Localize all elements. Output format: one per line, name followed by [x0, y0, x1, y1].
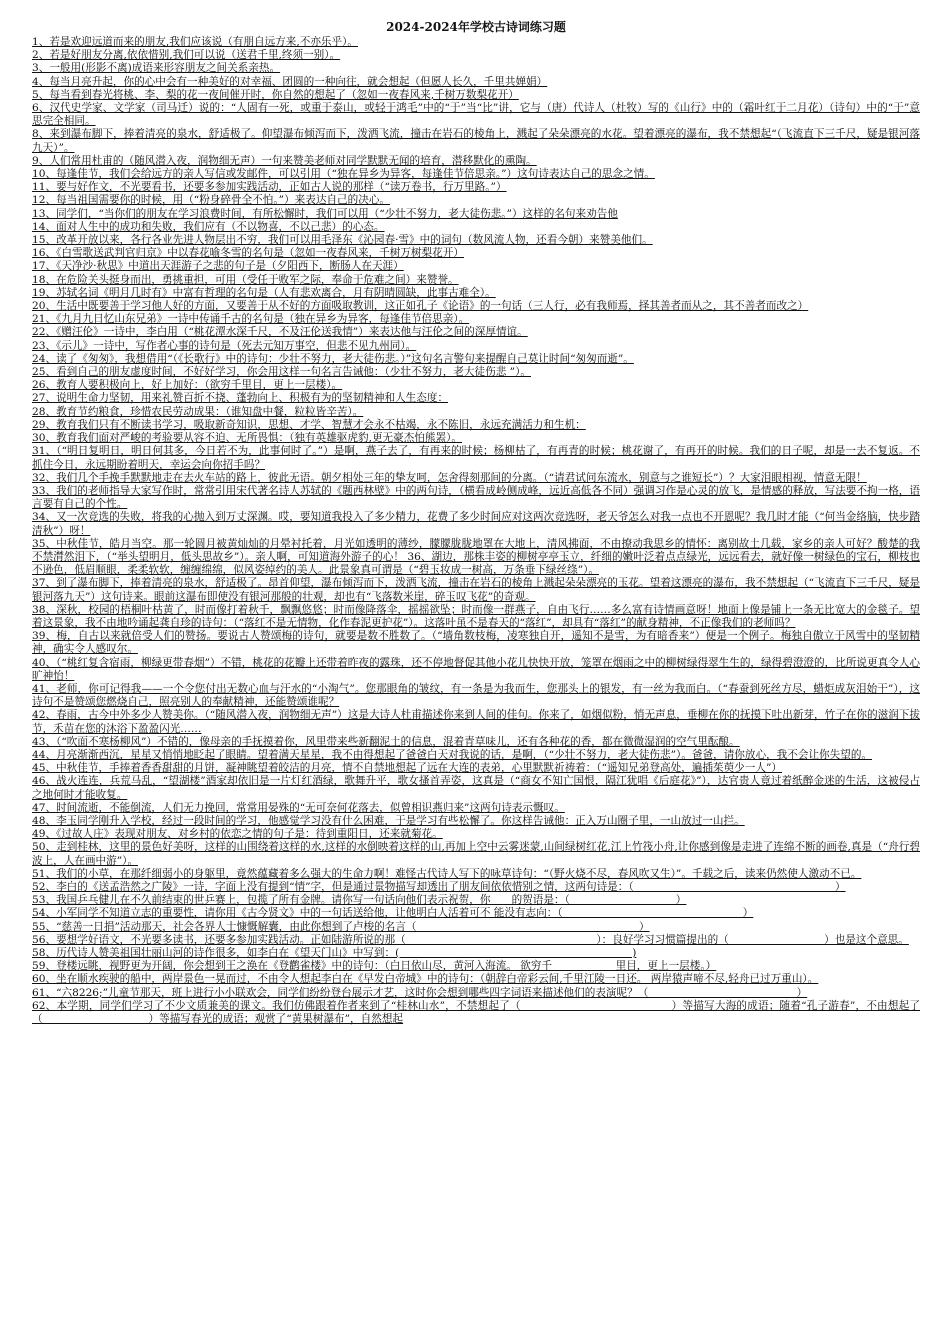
question-item: 1、若是欢迎远道而来的朋友,我们应该说（有朋自远方来,不亦乐乎）。: [32, 36, 358, 48]
question-item: 18、在危险关头挺身而出，勇挑重担，可用（受任于败军之际，奉命于危难之间）来赞誉。: [32, 273, 459, 286]
question-list: [32, 36, 920, 1026]
question-item: 37、到了瀑布脚下，捧着清亮的泉水，舒适极了。昂首仰望，瀑布倾泻而下，泼洒飞流，撞击在岩石的棱角上溅起朵朵漂亮的玉花。望着这漂亮的瀑布，我不禁想起（“飞流直下三千尺，疑是银河落九天”）这句诗来。眼前这瀑布即使没有银河那般的壮观，却也有“飞落数米崖，碎玉叹飞花”的奇观。: [32, 577, 920, 603]
question-item: 51、我们的小草，在那纤细弱小的身躯里，竟然蕴藏着多么强大的生命力啊！难怪古代诗人写下的咏草诗句：“（野火烧不尽，春风吹又生）”。千载之后，读来仍然使人激动不已。: [32, 867, 862, 880]
question-item: 52、李白的《送孟浩然之广陵》一诗，字面上没有提到“情”字，但是通过景物描写却透出了朋友间依依惜别之情，这两句诗是：（ ）: [32, 881, 846, 893]
question-item: 3、一般用(形影不离)成语来形容朋友之间关系亲热。: [32, 62, 281, 75]
question-item: 44、月亮渐渐西沉，星星又悄悄地眨起了眼睛。望着满天星星，我不由得想起了爸爸白天对我说的话，是啊，（“少壮不努力，老大徒伤悲”）。爸爸，请你放心，我不会让你失望的。: [32, 748, 873, 761]
question-item: 59、登楼远眺，视野更为开阔，你会想到王之涣在《登鹳雀楼》中的诗句：（白日依山尽，黄河入海流。 欲穷千 里目，更上一层楼。）: [32, 960, 717, 973]
question-item: 14、面对人生中的成功和失败，我们应有（不以物喜，不以己悲）的心态。: [32, 220, 385, 233]
question-item: 42、春雨，古今中外多少人赞美你。（“随风潜入夜，润物细无声”）这是大诗人杜甫描述你来到人间的佳句。你来了，如烟似粉，悄无声息，垂柳在你的抚摸下吐出新芽，竹子在你的滋润下拔节，禾苗在您的沐浴下盈盈闪光……: [32, 709, 920, 735]
question-item: 25、看到自己的朋友虚度时间，不好好学习，你会用这样一句名言告诫他：（少壮不努力，老大徒伤悲 ”）。: [32, 366, 531, 379]
question-item: 12、每当祖国需要你的时候，用（“粉身碎骨全不怕。”）来表达自己的决心。: [32, 194, 391, 207]
question-item: 15、改革开放以来，各行各业先进人物层出不穷，我们可以用毛泽东《沁园春·雪》中的词句（数风流人物，还看今朝）来赞美他们。: [32, 234, 653, 247]
question-item: 21、《九月九日忆山东兄弟》一诗中传诵千古的名句是（独在异乡为异客，每逢佳节倍思亲）。: [32, 313, 470, 326]
question-item: 55、“慈善一日捐”活动那天，社会各界人士慷慨解囊，由此你想到了卢梭的名言（ ）: [32, 920, 650, 933]
question-item: 45、中秋佳节，手捧着香香甜甜的月饼，凝神眺望着皎洁的月亮，情不自禁地想起了远在大连的表弟，心里默默祈祷着：（“遥知兄弟登高处，遍插茱萸少一人”）: [32, 762, 782, 775]
question-item: 33、我们的老师指导大家写作时，常常引用宋代著名诗人苏轼的《题西林壁》中的两句诗，（横看成岭侧成峰，远近高低各不同）强调习作是心灵的放飞，是情感的释放，写法要不拘一格，语言要有自己的个性。: [32, 484, 920, 511]
question-item: 34、又一次竞选的失败，将我的心抛入到万丈深渊。哎，要知道我投入了多少精力，花费了多少时间应对这两次竞选呀，老天爷怎么对我一点也不开恩呢？我几时才能（“何当金络脑，快步踏清秋”）呀！: [32, 511, 920, 537]
question-item: 9、人们常用杜甫的（随风潜入夜，润物细无声）一句来赞美老师对同学默默无闻的培育，潜移默化的熏陶。: [32, 154, 537, 167]
question-item: 28、教育节约粮食，珍惜农民劳动成果：（谁知盘中餐，粒粒皆辛苦）。: [32, 405, 364, 418]
question-item: 26、教育人要积极向上，好上加好：（欲穷千里目，更上一层楼）。: [32, 379, 343, 392]
question-item: 49、《过故人庄》表现对朋友、对乡村的依恋之情的句子是：待到重阳日，还来就菊花。: [32, 828, 443, 841]
question-item: 60、坐在顺水疾驶的船中，两岸景色一晃而过，不由令人想起李白在《早发白帝城》中的诗句：（朝辞白帝彩云间,千里江陵一日还。 两岸猿声啼不尽,轻舟已过万重山）。: [32, 973, 819, 986]
question-item: 8、来到瀑布脚下，捧着清亮的泉水，舒适极了。仰望瀑布倾泻而下，泼洒飞流，撞击在岩石的棱角上，溅起了朵朵漂亮的水花。望着漂亮的瀑布，我不禁想起“（飞流直下三千尺，疑是银河落九天）”。: [32, 128, 920, 154]
question-item: 62、本学期，同学们学习了不少文质兼美的课文。我们仿佛跟着作者来到了“桂林山水”，不禁想起了（ ）等描写大海的成语；随着“孔子游春”，不由想起了（ ）等描写春光的成语；观赏了“黄果树瀑布”，自然想起: [32, 999, 920, 1026]
question-item: 31、（“明日复明日，明日何其多，今日若不为，此事何时了。”）是啊，燕子去了，有再来的时候；杨柳枯了，有再青的时候；桃花谢了，有再开的时候。我们的日子呢，却是一去不复返。不抓住今日，永远期盼着明天，幸运会向你招手吗？: [32, 445, 920, 471]
question-item: 43、（“吹面不寒杨柳风”）不错的，像母亲的手抚摸着你，风里带来些新翻泥土的信息，混着青草味儿，还有各种花的香，都在微微湿润的空气里酝酿。: [32, 735, 740, 748]
question-item: 39、梅，自古以来就倍受人们的赞扬。要说古人赞颂梅的诗句，就要是数不胜数了。（“墙角数枝梅，凌寒独自开，遥知不是雪，为有暗香来”）便是一个例子。梅独自傲立于风雪中的坚韧精神，确实令人感叹尔。: [32, 630, 920, 656]
question-item: 13、同学们，“当你们的朋友在学习浪费时间，有所松懈时，我们可以用（“少壮不努力，老大徒伤悲。”）这样的名句来劝告他: [32, 207, 618, 220]
question-item: 23、《示儿》一诗中，写作者心事的诗句是（死去元知万事空，但悲不见九州同）。: [32, 339, 417, 352]
question-item: 53、我国乒乓健儿在不久前结束的世乒赛上，包揽了所有金牌。请你写一句话向他们表示祝贺，你 的贺语是：（ ）: [32, 894, 687, 907]
page-title: 2024-2024年学校古诗词练习题: [386, 20, 566, 34]
question-item: 10、每逢佳节，我们会给远方的亲人写信或发邮件，可以引用（“独在异乡为异客，每逢佳节倍思亲。”）这句诗表达自己的思念之情。: [32, 168, 655, 181]
question-item: 56、要想学好语文，不光要多读书，还要多参加实践活动。正如陆游所说的那（ ）：良好学习习惯篇提出的（ ）也是这个意思。: [32, 933, 909, 946]
question-item: 58、历代诗人赞美祖国壮丽山河的诗作很多，如李白在《望天门山》中写到：( ): [32, 947, 637, 960]
question-item: 20、生活中既要善于学习他人好的方面，又要善于从不好的方面吸取教训，这正如孔子《论语》的一句话（三人行，必有我师焉，择其善者而从之，其不善者而改之）: [32, 300, 809, 313]
question-item: 61、“六8226;”儿童节那天，班上进行小小联欢会，同学们纷纷登台展示才艺，这时你会想到哪些四字词语来描述他们的表演呢？（ ）: [32, 986, 808, 999]
question-item: 16、《白雪歌送武判官归京》中以春花喻冬雪的名句是（忽如一夜春风来，千树万树梨花开）: [32, 247, 464, 260]
question-item: 30、教育我们面对严峻的考验要从容不迫、无所畏惧：（独有英雄驱虎豹,更无豪杰怕熊罴）。: [32, 432, 462, 445]
question-item: 2、若是好朋友分离,依依惜别,我们可以说（送君千里,终须一别）。: [32, 49, 341, 62]
question-item: 5、每当看到春光将桃、李、梨的花一夜间催开时，你自然的想起了（忽如一夜春风来,千树万数梨花开）: [32, 88, 519, 101]
question-item: 38、深秋，校园的梧桐叶枯黄了，时而像打着秋千，飘飘悠悠；时而像降落伞，摇摇欲坠；时而像一群燕子，自由飞行……多么富有诗情画意呀！地面上像是铺上一条无比宽大的金毯子。望着这景象，我不由地吟诵起龚自珍的诗句：（“落红不是无情物，化作春泥更护花”）。这落叶虽不是春天的“落红”，却具有“落红”的献身精神，不正像我们的老师吗？: [32, 603, 920, 629]
question-item: 22、《赠汪伦》一诗中，李白用（“桃花潭水深千尺，不及汪伦送我情”）来表达他与汪伦之间的深厚情谊。: [32, 326, 528, 339]
document-page: [32, 20, 920, 1026]
question-item: 4、每当月亮升起，你的心中会有一种美好的对幸福、团圆的一种向往，就会想起（但愿人长久，千里共婵娟）: [32, 75, 548, 88]
question-item: 17、《天净沙·秋思》中道出天涯游子之悲的句子是（夕阳西下，断肠人在天涯）: [32, 260, 404, 273]
question-item: 24、读了《匆匆》，我想借用“（《长歌行》中的诗句：少壮不努力，老大徒伤悲。）”这句名言警句来提醒自己莫让时间“匆匆而逝”。: [32, 352, 634, 365]
question-item: 40、（“桃红复含宿雨，柳绿更带春烟”）不错，桃花的花瓣上还带着昨夜的露珠，还不停地督促其他小花儿快快开放，笼罩在烟雨之中的柳树绿得翠生生的，绿得碧澄澄的，比所说更真令人心旷神怡！: [32, 656, 920, 682]
question-item: 29、教育我们只有不断读书学习，吸取新奇知识，思想、才学、智慧才会永不枯竭，永不陈旧，永远充满活力和生机：: [32, 418, 586, 431]
question-item: 35、中秋佳节，皓月当空。那一轮圆月被黄灿灿的月晕衬托着，月光如透明的薄纱，朦朦胧胧地罩在大地上，清风拂面，不由撩动我思乡的情怀：离别故土几载，家乡的亲人可好？酸楚的我不禁潸然泪下，（“举头望明月，低头思故乡”）。亲人啊，可知道海外游子的心！ 36、湖边，那株丰姿的柳树亭亭玉立，纤细的嫩叶泛着点点绿光，远远看去，就好像一树绿色的宝石，柳枝也不逊色，低眉顺眼，柔柔软软，缠缠绵绵，似风姿绰约的美人。此景象真可谓是（“碧玉妆成一树高，万条垂下绿丝绦”）。: [32, 537, 920, 577]
question-item: 32、我们几个手挽手默默地走在去火车站的路上，彼此无语。朝夕相处三年的挚友呵，怎舍得刻那间的分离。（“请君试问东流水，别意与之谁短长”）？大家泪眼相视，情意无限！: [32, 471, 867, 484]
question-item: 46、战火连连，兵荒马乱，“望湖楼”酒家却依旧是一片灯红酒绿，歌舞升平，歌女搔首弄姿，这真是（“商女不知亡国恨，隔江犹唱《后庭花》”），达官贵人竟过着纸醉金迷的生活，这被侵占之地何时才能收复。: [32, 775, 920, 801]
question-item: 41、老师，你可记得我——一个令您付出无数心血与汗水的“小淘气”。您那眼角的皱纹，有一条是为我而生，您那头上的银发，有一丝为我而白。（“春蚕到死丝方尽，蜡炬成灰泪始干”），这诗句不是赞颂您燃烧自己，照亮别人的奉献精神，还能赞颂谁呢？: [32, 682, 920, 709]
question-item: 48、李玉同学刚升入学校，经过一段时间的学习，他感觉学习没有什么困难，于是学习有些松懈了。你这样告诫他：正入万山圈子里，一山放过一山拦。: [32, 814, 745, 827]
question-item: 54、小军同学不知道立志的重要性，请你用《古今贤文》中的一句话送给他，让他明白人活着可不 能没有志向：（ ）: [32, 907, 754, 920]
question-item: 6、汉代史学家、文学家（司马迁）说的：“人固有一死，或重于泰山，或轻于鸿毛”中的“于”当“比”讲，它与（唐）代诗人（杜牧）写的《山行》中的（霜叶红于二月花）（诗句）中的“于”意思完全相同。: [32, 102, 920, 128]
question-item: 50、走到桂林，这里的景色好美呀，这样的山围绕着这样的水,这样的水倒映着这样的山,再加上空中云雾迷蒙,山间绿树红花,江上竹筏小舟,让你感到像是走进了连绵不断的画卷,真是（“舟行碧波上，人在画中游”）。: [32, 841, 920, 867]
question-item: 19、苏轼名词《明月几时有》中富有哲理的名句是（人有悲欢离合，月有阴晴圆缺，此事古难全）。: [32, 286, 496, 299]
question-item: 11、要与好作文，不光要看书，还要多参加实践活动，正如古人说的那样（“读万卷书，行万里路。”）: [32, 181, 507, 194]
question-item: 47、时间流逝，不能倒流，人们无力挽回，常常用晏殊的“无可奈何花落去，似曾相识燕归来”这两句诗表示慨叹。: [32, 801, 565, 814]
question-item: 27、说明生命力坚韧，用来礼赞百折不挠、蓬勃向上、积极有为的坚韧精神和人生态度：: [32, 392, 449, 405]
